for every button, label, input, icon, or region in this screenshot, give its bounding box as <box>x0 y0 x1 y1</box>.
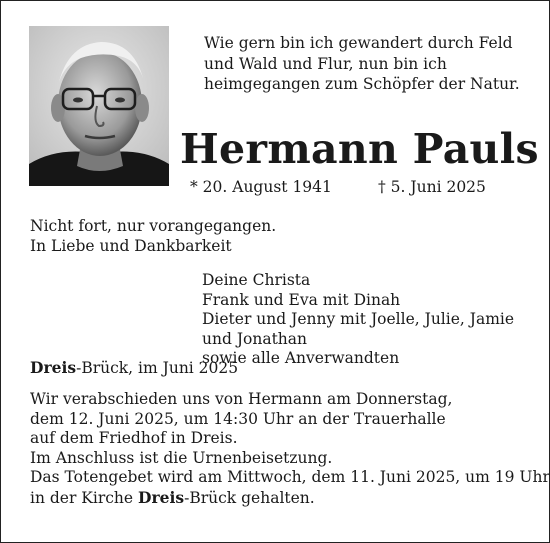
notice-line-last <box>30 488 550 509</box>
poem-line: heimgegangen zum Schöpfer der Natur. <box>204 75 520 93</box>
death-date: † 5. Juni 2025 <box>378 178 486 196</box>
place-name-bold: Dreis <box>30 358 77 377</box>
poem-verse <box>204 33 520 95</box>
portrait-image <box>29 26 169 186</box>
place-date-rest: -Brück, im Juni 2025 <box>76 359 239 377</box>
deceased-name: Hermann Pauls <box>180 125 539 173</box>
intro-line: Nicht fort, nur vorangegangen. <box>30 217 277 235</box>
notice-line: Das Totengebet wird am Mittwoch, dem 11. Juni 2025, um 19 Uhr <box>30 468 550 486</box>
portrait-photo <box>29 26 169 186</box>
notice-line: Wir verabschieden uns von Hermann am Donnerstag, <box>30 390 453 408</box>
poem-line: Wie gern bin ich gewandert durch Feld <box>204 34 513 52</box>
mourner-line: Frank und Eva mit Dinah <box>202 290 401 309</box>
mourner-line: und Jonathan <box>202 329 308 348</box>
notice-line: auf dem Friedhof in Dreis. <box>30 429 238 447</box>
poem-line: und Wald und Flur, nun bin ich <box>204 54 447 73</box>
funeral-notice <box>30 390 550 508</box>
notice-last-before: in der Kirche <box>30 488 139 507</box>
mourner-line: Deine Christa <box>202 271 311 289</box>
birth-date: * 20. August 1941 <box>190 178 332 196</box>
mourners-list <box>202 271 514 369</box>
mourner-line: Dieter und Jenny mit Joelle, Julie, Jamie <box>202 310 515 328</box>
notice-line: Im Anschluss ist die Urnenbeisetzung. <box>30 448 333 467</box>
place-date-line <box>30 358 238 379</box>
notice-line: dem 12. Juni 2025, um 14:30 Uhr an der Trauerhalle <box>30 409 446 428</box>
notice-last-bold: Dreis <box>138 487 185 507</box>
intro-text <box>30 217 276 256</box>
intro-line: In Liebe und Dankbarkeit <box>30 236 232 255</box>
mourner-line: sowie alle Anverwandten <box>202 349 400 367</box>
notice-last-after: -Brück gehalten. <box>184 488 315 507</box>
